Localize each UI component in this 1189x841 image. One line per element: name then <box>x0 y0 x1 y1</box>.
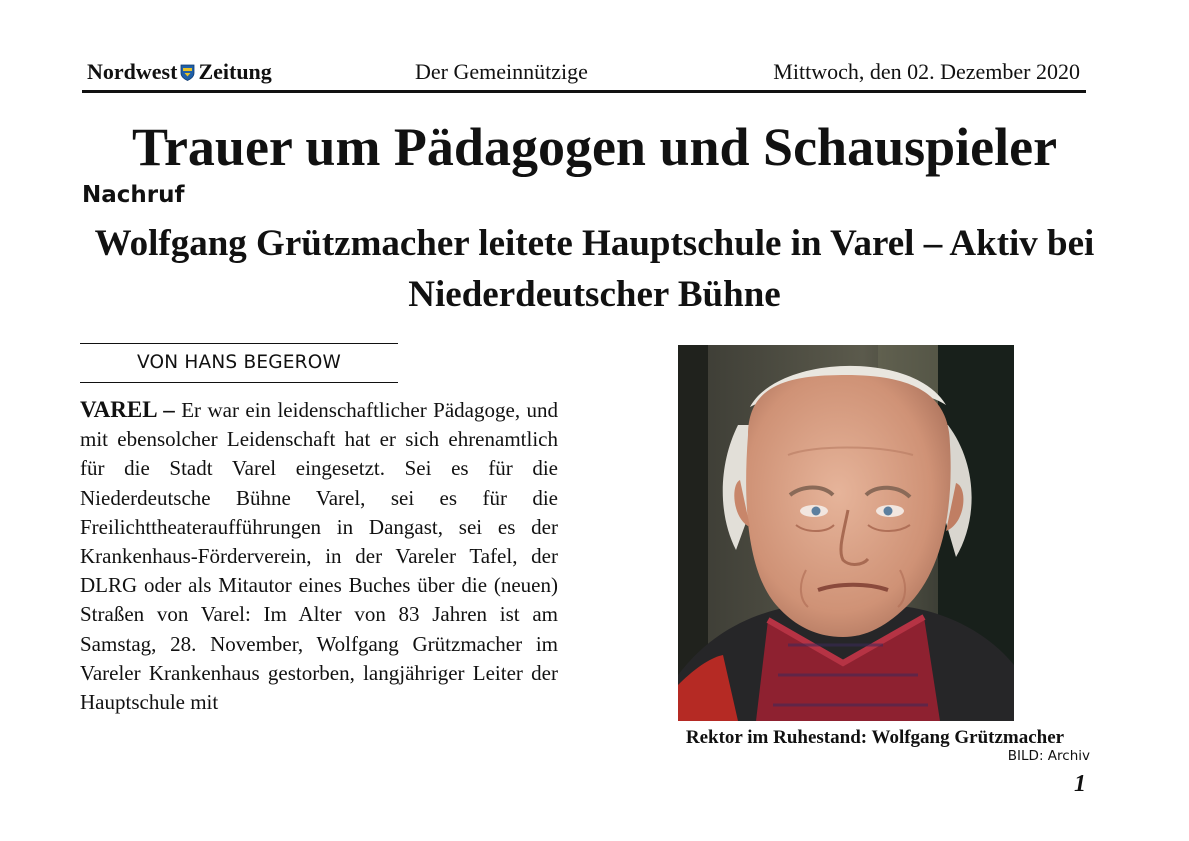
paper-name-part1: Nordwest <box>87 59 178 84</box>
byline: VON HANS BEGEROW <box>80 343 398 383</box>
paper-name <box>87 59 272 85</box>
subheadline: Wolfgang Grützmacher leitete Hauptschule in Varel – Aktiv bei Niederdeutscher Bühne <box>94 223 1095 315</box>
dateline: VAREL – <box>80 397 175 422</box>
page-number: 1 <box>1074 771 1086 797</box>
masthead <box>82 58 1086 93</box>
photo-credit: BILD: Archiv <box>1007 748 1090 764</box>
article-body <box>80 395 558 717</box>
article-body-text: Er war ein leidenschaftlicher Pädagoge, und mit ebensolcher Leidenschaft hat er sich ehrenamtlich für die Stadt Varel eingesetzt. Sei es für die Niederdeutsche Bühne Varel, sei es für die Freilichttheateraufführungen in Dangast, sei es der Krankenhaus-Förderverein, in der Vareler Tafel, der DLRG oder als Mitautor eines Buches über die (neuen) Straßen von Varel: Im Alter von 83 Jahren ist am Samstag, 28. November, Wolfgang Grützmacher im Vareler Krankenhaus gestorben, langjähriger Leiter der Hauptschule mit <box>80 398 559 715</box>
portrait-photo <box>678 345 1014 721</box>
section-title: Der Gemeinnützige <box>415 59 588 84</box>
headline: Trauer um Pädagogen und Schauspieler <box>131 117 1058 177</box>
kicker: Nachruf <box>82 182 185 208</box>
paper-name-part2: Zeitung <box>198 59 272 84</box>
issue-date: Mittwoch, den 02. Dezember 2020 <box>773 59 1080 84</box>
photo-caption: Rektor im Ruhestand: Wolfgang Grützmacher <box>685 727 1065 748</box>
portrait-illustration <box>678 345 1014 721</box>
coat-of-arms-icon <box>180 64 195 81</box>
